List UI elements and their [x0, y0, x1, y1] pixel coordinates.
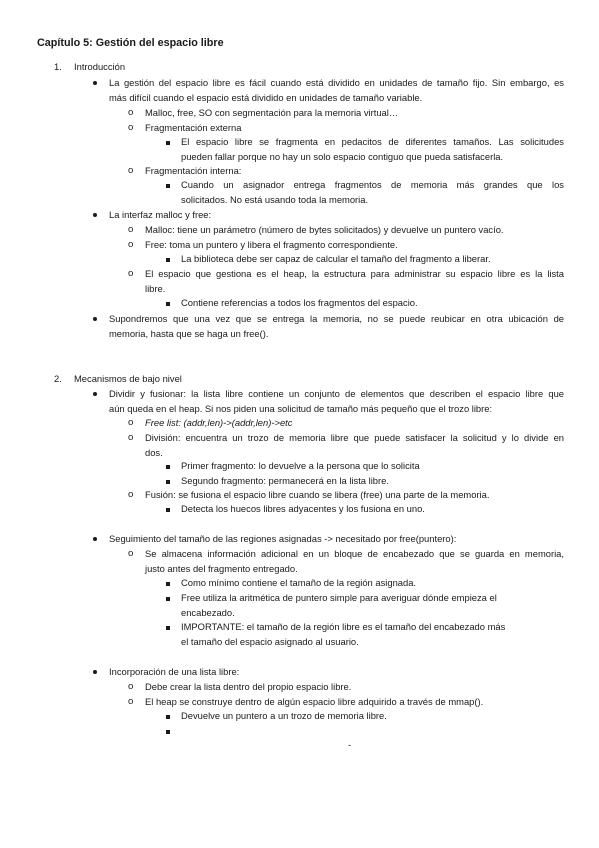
section-title: Mecanismos de bajo nivel — [74, 373, 182, 384]
circle-bullet-icon: o — [128, 417, 134, 428]
circle-bullet-icon: o — [128, 548, 134, 559]
circle-bullet-icon: o — [128, 681, 134, 692]
text-line: Incorporación de una lista libre: — [109, 666, 240, 677]
text-line: dos. — [145, 447, 163, 458]
text-line: Contiene referencias a todos los fragmentos del espacio. — [181, 297, 418, 308]
text-line: aún queda en el heap. Si nos piden una solicitud de tamaño más pequeño que el trozo libre: — [109, 403, 493, 414]
square-bullet-icon — [166, 730, 170, 734]
text-line: El espacio que gestiona es el heap, la estructura para administrar su espacio libre es la lista — [145, 268, 564, 279]
square-bullet-icon — [166, 508, 170, 512]
text-line: Fragmentación externa — [145, 122, 242, 133]
circle-bullet-icon: o — [128, 432, 134, 443]
text-line: pueden fallar porque no hay un solo espacio contiguo que pueda satisfacerla. — [181, 151, 504, 162]
text-line: Cuando un asignador entrega fragmentos de memoria más grandes que los — [181, 179, 564, 190]
text-line: Supondremos que una vez que se entrega la memoria, no se puede reubicar en otra ubicación de — [109, 313, 564, 324]
text-line: encabezado. — [181, 607, 235, 618]
text-line: Fragmentación interna: — [145, 165, 242, 176]
text-line: El espacio libre se fragmenta en pedacitos de diferentes tamaños. Las solicitudes — [181, 136, 564, 147]
text-line: Primer fragmento: lo devuelve a la persona que lo solicita — [181, 460, 420, 471]
text-line: Free: toma un puntero y libera el fragmento correspondiente. — [145, 239, 398, 250]
text-line: La gestión del espacio libre es fácil cuando está dividido en unidades de tamaño fijo. Sin embargo, es — [109, 77, 564, 88]
text-line: Malloc, free, SO con segmentación para la memoria virtual… — [145, 107, 399, 118]
circle-bullet-icon: o — [128, 239, 134, 250]
text-line: Fusión: se fusiona el espacio libre cuando se libera (free) una parte de la memoria. — [145, 489, 490, 500]
text-line: más difícil cuando el espacio está dividido en unidades de tamaño variable. — [109, 92, 423, 103]
text-line: La biblioteca debe ser capaz de calcular el tamaño del fragmento a liberar. — [181, 253, 491, 264]
text-line: Como mínimo contiene el tamaño de la región asignada. — [181, 577, 417, 588]
square-bullet-icon — [166, 480, 170, 484]
text-line: Debe crear la lista dentro del propio espacio libre. — [145, 681, 352, 692]
square-bullet-icon — [166, 715, 170, 719]
page-mark: - — [348, 739, 352, 750]
circle-bullet-icon: o — [128, 107, 134, 118]
text-line: justo antes del fragmento entregado. — [145, 563, 298, 574]
text-line: libre. — [145, 283, 166, 294]
square-bullet-icon — [166, 302, 170, 306]
square-bullet-icon — [166, 258, 170, 262]
circle-bullet-icon: o — [128, 165, 134, 176]
text-line: Detecta los huecos libres adyacentes y los fusiona en uno. — [181, 503, 425, 514]
section-number: 2. — [54, 373, 62, 384]
section-number: 1. — [54, 61, 62, 72]
text-line: Se almacena información adicional en un bloque de encabezado que se guarda en memoria, — [145, 548, 564, 559]
circle-bullet-icon: o — [128, 696, 134, 707]
bullet-icon — [93, 317, 97, 321]
circle-bullet-icon: o — [128, 224, 134, 235]
text-line: Malloc: tiene un parámetro (número de bytes solicitados) y devuelve un puntero vacío. — [145, 224, 504, 235]
square-bullet-icon — [166, 597, 170, 601]
text-line: solicitados. No está usando toda la memoria. — [181, 194, 369, 205]
circle-bullet-icon: o — [128, 489, 134, 500]
square-bullet-icon — [166, 465, 170, 469]
bullet-icon — [93, 213, 97, 217]
square-bullet-icon — [166, 184, 170, 188]
text-line: Free utiliza la aritmética de puntero simple para averiguar dónde empieza el — [181, 592, 497, 603]
text-line: Devuelve un puntero a un trozo de memoria libre. — [181, 710, 387, 721]
bullet-icon — [93, 81, 97, 85]
text-line: División: encuentra un trozo de memoria libre que puede satisfacer la solicitud y lo divide en — [145, 432, 564, 443]
text-line: El heap se construye dentro de algún espacio libre adquirido a través de mmap(). — [145, 696, 484, 707]
page-title: Capítulo 5: Gestión del espacio libre — [37, 37, 224, 49]
text-line: Free list: (addr,len)->(addr,len)->etc — [145, 417, 293, 428]
bullet-icon — [93, 670, 97, 674]
section-title: Introducción — [74, 61, 126, 72]
text-line: el tamaño del espacio asignado al usuario. — [181, 636, 359, 647]
bullet-icon — [93, 392, 97, 396]
square-bullet-icon — [166, 141, 170, 145]
bullet-icon — [93, 537, 97, 541]
square-bullet-icon — [166, 626, 170, 630]
text-line: La interfaz malloc y free: — [109, 209, 212, 220]
circle-bullet-icon: o — [128, 268, 134, 279]
text-line: Dividir y fusionar: la lista libre contiene un conjunto de elementos que describen el espacio libre que — [109, 388, 564, 399]
text-line: IMPORTANTE: el tamaño de la región libre es el tamaño del encabezado más — [181, 621, 506, 632]
circle-bullet-icon: o — [128, 122, 134, 133]
text-line: Seguimiento del tamaño de las regiones asignadas -> necesitado por free(puntero): — [109, 533, 457, 544]
text-line: Segundo fragmento: permanecerá en la lista libre. — [181, 475, 389, 486]
square-bullet-icon — [166, 582, 170, 586]
text-line: memoria, hasta que se haga un free(). — [109, 328, 269, 339]
